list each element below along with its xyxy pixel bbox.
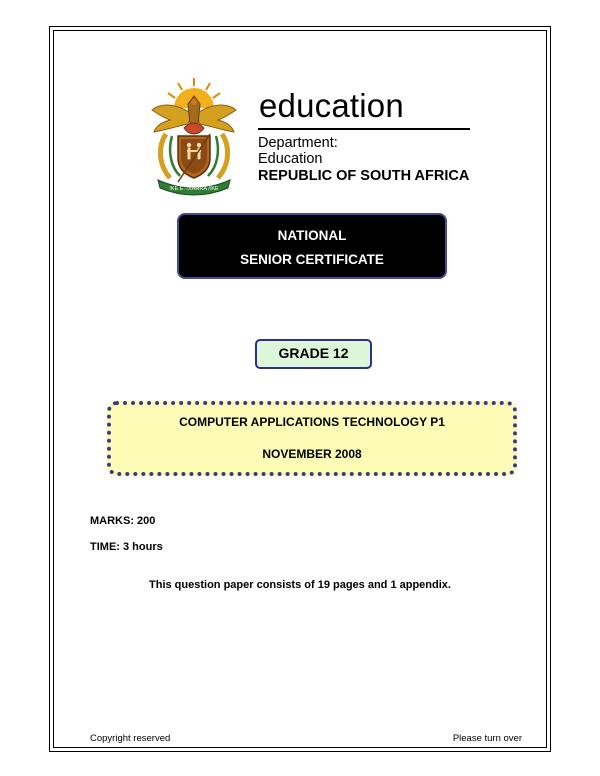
country-name: REPUBLIC OF SOUTH AFRICA — [258, 168, 470, 184]
department-name: Education — [258, 151, 323, 167]
certificate-line-national: NATIONAL — [277, 228, 347, 243]
department-label: Department: — [258, 135, 338, 151]
subject-title: COMPUTER APPLICATIONS TECHNOLOGY P1 — [179, 415, 445, 429]
marks-info: MARKS: 200 — [90, 515, 156, 527]
subject-panel — [107, 401, 517, 476]
certificate-line-senior: SENIOR CERTIFICATE — [240, 252, 384, 267]
exam-date: NOVEMBER 2008 — [262, 447, 362, 461]
time-info: TIME: 3 hours — [90, 541, 163, 553]
grade-badge: GRADE 12 — [255, 339, 372, 369]
footer-turn-over: Please turn over — [452, 733, 522, 744]
pages-note: This question paper consists of 19 pages and 1 appendix. — [149, 579, 451, 591]
department-block — [258, 88, 478, 185]
wordmark-rule — [258, 128, 470, 130]
crest-motto: !KE E: /XARRA //KE — [169, 186, 219, 192]
footer-copyright: Copyright reserved — [90, 733, 171, 744]
education-wordmark: education — [259, 87, 404, 124]
coat-of-arms-logo — [148, 74, 240, 196]
certificate-banner — [177, 213, 447, 279]
